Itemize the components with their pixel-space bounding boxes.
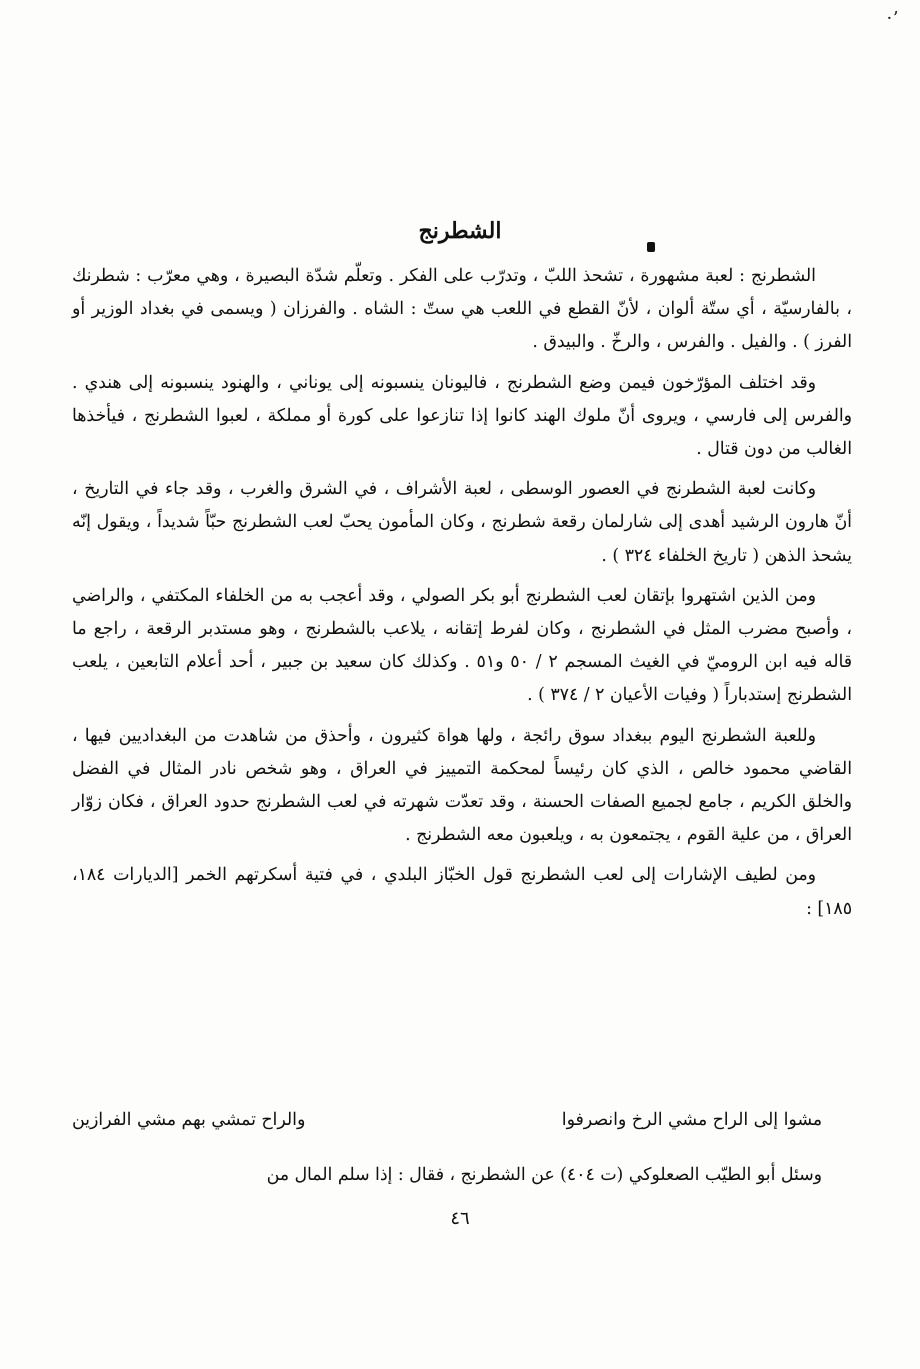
page-speck: ·ʼ: [886, 8, 898, 29]
page-title: الشطرنج: [418, 218, 502, 244]
paragraph-definition: الشطرنج : لعبة مشهورة ، تشحذ اللبّ ، وتدرّب على الفكر . وتعلّم شدّة البصيرة ، وهي معرّب : شطرنك ، بالفارسيّة ، أي ستّة ألوان ، لأنّ القطع في اللعب هي ستّ : الشاه . والفرزان ( ويسمى في بغداد الوزير أو الفرز ) . والفيل . والفرس ، والرخّ . والبيدق .: [72, 266, 852, 353]
closing-line: وسئل أبو الطيّب الصعلوكي (ت ٤٠٤) عن الشطرنج ، فقال : إذا سلم المال من: [266, 1165, 822, 1185]
ink-mark: [647, 242, 655, 252]
article-body: [72, 260, 852, 933]
paragraph-baghdad-today: وللعبة الشطرنج اليوم ببغداد سوق رائجة ، ولها هواة كثيرون ، وأحذق من شاهدت من البغداديين فيها ، القاضي محمود خالص ، الذي كان رئيساً لمحكمة التمييز في العراق ، وهو شخص نادر المثال في الفضل والخلق الكريم ، جامع لجميع الصفات الحسنة ، وقد تعدّت شهرته في لعب الشطرنج حدود العراق ، فكان زوّار العراق ، من علية القوم ، يجتمعون به ، ويلعبون معه الشطرنج .: [72, 725, 852, 846]
page-number: ٤٦: [450, 1208, 470, 1229]
verse-second-hemistich: والراح تمشي بهم مشي الفرازين: [72, 1110, 306, 1130]
paragraph-origin: وقد اختلف المؤرّخون فيمن وضع الشطرنج ، فاليونان ينسبونه إلى يوناني ، والهنود ينسبونه إلى هندي . والفرس إلى فارسي ، ويروى أنّ ملوك الهند كانوا إذا تنازعوا على كورة أو مملكة ، لعبوا الشطرنج ، فيأخذها الغالب من دون قتال .: [72, 372, 852, 460]
verse-first-hemistich: مشوا إلى الراح مشي الرخ وانصرفوا: [561, 1110, 822, 1130]
paragraph-middle-ages: وكانت لعبة الشطرنج في العصور الوسطى ، لعبة الأشراف ، في الشرق والغرب ، وقد جاء في التاريخ ، أنّ هارون الرشيد أهدى إلى شارلمان رقعة شطرنج ، وكان المأمون يحبّ لعب الشطرنج حبّاً شديداً ، ويقول إنّه يشحذ الذهن ( تاريخ الخلفاء ٣٢٤ ) .: [72, 479, 852, 566]
paragraph-famous-players: ومن الذين اشتهروا بإتقان لعب الشطرنج أبو بكر الصولي ، وقد أعجب به من الخلفاء المكتفي ، والراضي ، وأصبح مضرب المثل في الشطرنج ، وكان لفرط إتقانه ، يلاعب بالشطرنج ، وهو مستدبر الرقعة ، راجع ما قاله فيه ابن الروميّ في الغيث المسجم ٢ / ٥٠ و٥١ . وكذلك كان سعيد بن جبير ، أحد أعلام التابعين ، يلعب الشطرنج إستدباراً ( وفيات الأعيان ٢ / ٣٧٤ ) .: [72, 585, 852, 706]
paragraph-poetry-intro: ومن لطيف الإشارات إلى لعب الشطرنج قول الخبّاز البلدي ، في فتية أسكرتهم الخمر [الديارات ١٨٤، ١٨٥] :: [72, 865, 852, 919]
poem-verse: [72, 1104, 852, 1137]
